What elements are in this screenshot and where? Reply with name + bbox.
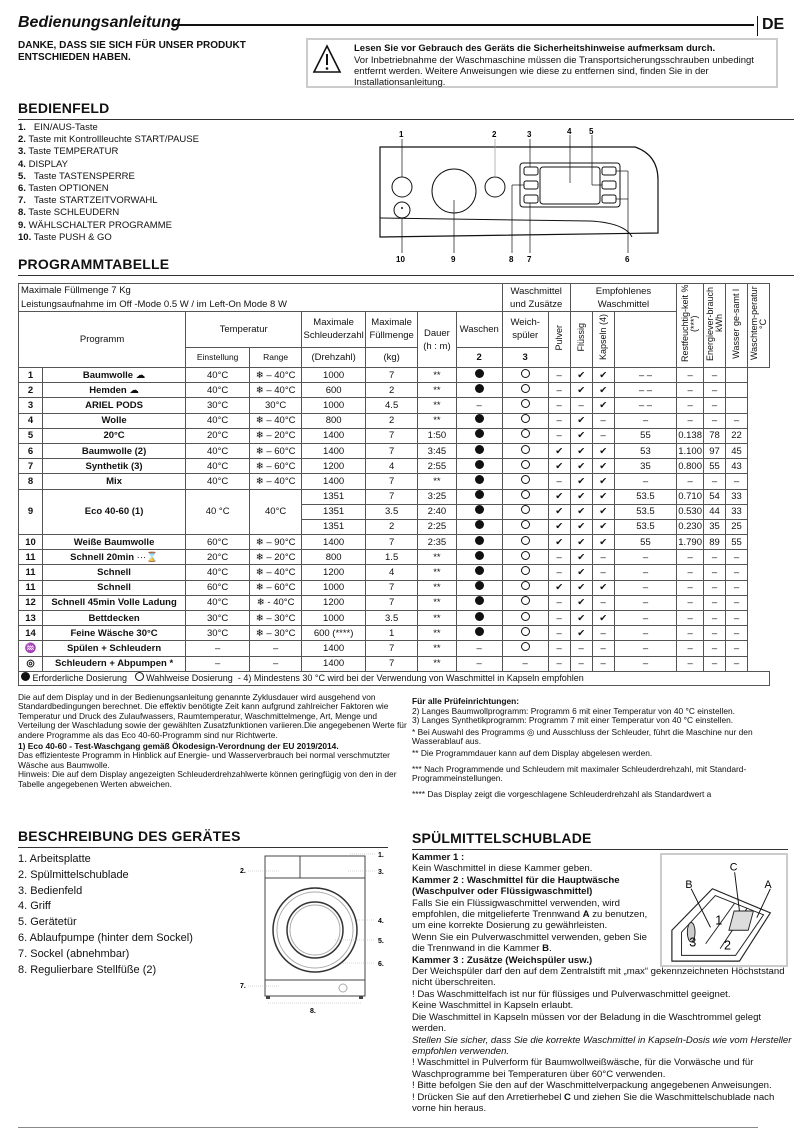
optional-dose-icon [135, 672, 144, 681]
optional-dose-icon [521, 460, 530, 469]
svg-text:5: 5 [589, 127, 594, 136]
required-dose-icon [475, 460, 484, 469]
table-row: 3 ARIEL PODS 30°C 30°C 1000 4.5 ** – – – ✔ – – – – [19, 398, 770, 413]
svg-text:1: 1 [715, 913, 723, 928]
list-item: 8. Taste SCHLEUDERN [18, 207, 120, 219]
section-rule [18, 275, 794, 276]
table-row: 11 Schnell 40°C ❄ – 40°C 1200 4 ** – ✔ – – – – – [19, 565, 770, 580]
svg-text:C: C [729, 861, 738, 874]
optional-dose-icon [521, 384, 530, 393]
optional-dose-icon [521, 581, 530, 590]
table-row: 6 Baumwolle (2) 40°C ❄ – 60°C 1400 7 3:45 ✔ ✔ ✔ 53 1.100 97 45 [19, 443, 770, 458]
list-item: 2. Spülmittelschublade [18, 868, 129, 881]
table-row: 14 Feine Wäsche 30°C 30°C ❄ – 30°C 600 (****) 1 ** – ✔ – – – – – [19, 626, 770, 641]
svg-text:3: 3 [527, 130, 532, 139]
svg-text:3: 3 [689, 935, 697, 950]
list-item: 3. Taste TEMPERATUR [18, 146, 119, 158]
optional-dose-icon [521, 536, 530, 545]
required-dose-icon [21, 672, 30, 681]
list-item: 1. EIN/AUS-Taste [18, 122, 98, 133]
footnotes-left: Die auf dem Display und in der Bedienungsanleitung genannte Zyklusdauer wird ausgehend von Standardbedingungen berechnet. Die effektiv benötigte Zeit kann aufgrund zahlreicher Faktoren wie Temperatur und Druck des Zulaufwassers, Raumtemperatur, Waschmittelmenge, Art, Menge und Verteilung der Waschladung sowie der gewählten Zusatzfunktionen variieren.Die angegebenen Werte für andere Programme als das Eco 40-60-Programm sind nur Richtwerte. 1) Eco 40-60 - Test-Waschgang gemäß Ökodesign-Verordnung der EU 2019/2014. Das effizienteste Programm in Hinblick auf Energie- und Wasserverbrauch bei normal verschmutzter Wäsche aus Baumwolle. Hinweis: Die auf dem Display angezeigten Schleuderdrehzahlwerte können geringfügig von den in der Tabelle angegebenen Werten abweichen. [18, 692, 407, 789]
safety-warning-box [306, 38, 778, 88]
page-bottom-rule [18, 1127, 758, 1128]
table-row: 1351 3.5 2:40 ✔ ✔ ✔ 53.5 0.530 44 33 [19, 504, 770, 519]
header-separator [757, 16, 758, 36]
list-item: 9. WÄHLSCHALTER PROGRAMME [18, 219, 172, 231]
language-code: DE [762, 16, 785, 33]
control-panel-list [18, 122, 199, 244]
list-item: 5. Taste TASTENSPERRE [18, 170, 135, 182]
optional-dose-icon [521, 475, 530, 484]
required-dose-icon [475, 536, 484, 545]
list-item: 6. Tasten OPTIONEN [18, 183, 109, 195]
table-row: 7 Synthetik (3) 40°C ❄ – 60°C 1200 4 2:55 ✔ ✔ ✔ 35 0.800 55 43 [19, 459, 770, 474]
list-item: 2. Taste mit Kontrollleuchte START/PAUSE [18, 134, 199, 146]
warning-triangle-icon [312, 44, 342, 74]
svg-text:4: 4 [567, 127, 572, 136]
detergent-drawer-diagram [660, 853, 788, 967]
required-dose-icon [475, 369, 484, 378]
table-row: 5 20°C 20°C ❄ – 20°C 1400 7 1:50 – ✔ – 55 0.138 78 22 [19, 428, 770, 443]
program-rows-2 [19, 535, 770, 672]
svg-text:10: 10 [396, 255, 405, 264]
list-item: 3. Bedienfeld [18, 884, 83, 897]
required-dose-icon [475, 490, 484, 499]
required-dose-icon [475, 384, 484, 393]
table-row: 1 Baumwolle ☁ 40°C ❄ – 40°C 1000 7 ** – ✔ ✔ – – – – [19, 368, 770, 383]
eco-rows [19, 489, 770, 535]
list-item: 8. Regulierbare Stellfüße (2) [18, 963, 157, 976]
table-row: 13 Bettdecken 30°C ❄ – 30°C 1000 3.5 ** – ✔ ✔ – – – – [19, 611, 770, 626]
optional-dose-icon [521, 520, 530, 529]
optional-dose-icon [521, 399, 530, 408]
list-item: 1. Arbeitsplatte [18, 853, 91, 865]
table-row: 8 Mix 40°C ❄ – 40°C 1400 7 ** – ✔ ✔ – – – – [19, 474, 770, 489]
section-heading-programmtabelle: PROGRAMMTABELLE [18, 256, 170, 272]
svg-text:7: 7 [527, 255, 532, 264]
svg-text:1.: 1. [378, 852, 384, 859]
optional-dose-icon [521, 429, 530, 438]
thanks-text: DANKE, DASS SIE SICH FÜR UNSER PRODUKT ENTSCHIEDEN HABEN. [18, 40, 246, 63]
table-header-row: Maximale Füllmenge 7 Kg Waschmittel und Zusätze Empfohlenes Waschmittel Restfeuchtig-keit % (***) Energiever-brauch kWh Wasser ge-samt l Waschtem-peratur °C [19, 284, 770, 298]
list-item: 10. Taste PUSH & GO [18, 231, 112, 243]
table-row: 4 Wolle 40°C ❄ – 40°C 800 2 ** – ✔ – – – – – [19, 413, 770, 428]
table-row: 11 Schnell 60°C ❄ – 60°C 1000 7 ** ✔ ✔ ✔ – – – – [19, 580, 770, 595]
svg-text:1: 1 [399, 130, 404, 139]
table-row: 10 Weiße Baumwolle 60°C ❄ – 90°C 1400 7 2:35 ✔ ✔ ✔ 55 1.790 89 55 [19, 535, 770, 550]
svg-text:7.: 7. [240, 983, 246, 990]
required-dose-icon [475, 596, 484, 605]
optional-dose-icon [521, 612, 530, 621]
optional-dose-icon [521, 369, 530, 378]
optional-dose-icon [521, 627, 530, 636]
table-row: 2 Hemden ☁ 40°C ❄ – 40°C 600 2 ** – ✔ ✔ – – – – [19, 383, 770, 398]
svg-text:8.: 8. [310, 1008, 316, 1015]
svg-text:2: 2 [492, 130, 497, 139]
control-panel-diagram [370, 125, 660, 265]
optional-dose-icon [521, 551, 530, 560]
required-dose-icon [475, 429, 484, 438]
section-rule [18, 119, 794, 120]
svg-text:6.: 6. [378, 961, 384, 968]
list-item: 7. Sockel (abnehmbar) [18, 947, 130, 960]
section-rule [412, 849, 788, 850]
detergent-drawer-text: Kammer 1 : Kein Waschmittel in diese Kammer geben. Kammer 2 : Waschmittel für die Hauptwäsche (Waschpulver oder Flüssigwaschmittel) Falls Sie ein Flüssigwaschmittel verwenden, wird empfohlen, die mitgelieferte Trennwand A zu benutzen, um eine korrekte Dosierung zu gewährleisten. Wenn Sie ein Pulverwaschmittel verwenden, geben Sie die Trennwand in die Kammer B. Kammer 3 : Zusätze (Weichspüler usw.) Der Weichspüler darf den auf dem Zentralstift mit „max“ gekennzeichneten Höchststand nicht überschreiten. ! Das Waschmittelfach ist nur für flüssiges und Pulverwaschmittel geeignet. Keine Waschmittel in Kapseln erlaubt. Die Waschmittel in Kapseln müssen vor der Beladung in die Waschtrommel gelegt werden. Stellen Sie sicher, dass Sie die korrekte Waschmittel in Kapseln-Dosis wie vom Hersteller empfohlen verwenden. ! Waschmittel in Pulverform für Baumwollweißwäsche, für die Vorwäsche und für Waschprogramme bei Temperaturen über 60°C verwenden. ! Bitte befolgen Sie den auf der Waschmittelverpackung angegebenen Anweisungen. ! Drücken Sie auf den Arretierhebel C und ziehen Sie die Waschmittelschublade nach vorne hin heraus. [412, 852, 792, 1114]
svg-text:A: A [764, 878, 772, 891]
required-dose-icon [475, 551, 484, 560]
warning-body: Vor Inbetriebnahme der Waschmaschine müssen die Transportsicherungsschrauben unbedingt entfernt werden. Weitere Anweisungen wie diese zu entfernen sind, finden Sie in der Installationsanleitung. [354, 55, 754, 88]
svg-text:2.: 2. [240, 868, 246, 875]
appliance-parts-list [18, 852, 193, 978]
required-dose-icon [475, 414, 484, 423]
svg-text:2: 2 [724, 938, 731, 953]
hourglass-icon: ···⌛ [136, 551, 158, 563]
list-item: 7. Taste STARTZEITVORWAHL [18, 195, 158, 207]
svg-text:6: 6 [625, 255, 630, 264]
optional-dose-icon [521, 505, 530, 514]
svg-text:9: 9 [451, 255, 456, 264]
steam-icon: ☁ [135, 369, 146, 381]
table-row: 9 Eco 40-60 (1) 40 °C 40°C 1351 7 3:25 ✔ ✔ ✔ 53.5 0.710 54 33 [19, 489, 770, 504]
list-item: 4. DISPLAY [18, 158, 69, 170]
optional-dose-icon [521, 642, 530, 651]
section-heading-spuelmittel: SPÜLMITTELSCHUBLADE [412, 830, 592, 846]
required-dose-icon [475, 445, 484, 454]
warning-title: Lesen Sie vor Gebrauch des Geräts die Sicherheitshinweise aufmerksam durch. [354, 43, 716, 54]
required-dose-icon [475, 581, 484, 590]
svg-text:8: 8 [509, 255, 514, 264]
svg-text:5.: 5. [378, 938, 384, 945]
list-item: 5. Gerätetür [18, 916, 77, 929]
table-row: 1351 2 2:25 ✔ ✔ ✔ 53.5 0.230 35 25 [19, 519, 770, 534]
washing-machine-diagram [230, 848, 405, 1018]
manual-title: Bedienungsanleitung [18, 14, 181, 31]
optional-dose-icon [521, 596, 530, 605]
optional-dose-icon [521, 490, 530, 499]
required-dose-icon [475, 612, 484, 621]
optional-dose-icon [521, 445, 530, 454]
required-dose-icon [475, 475, 484, 484]
header-rule [172, 24, 754, 26]
required-dose-icon [475, 520, 484, 529]
required-dose-icon [475, 566, 484, 575]
optional-dose-icon [521, 414, 530, 423]
legend-row: Erforderliche Dosierung Wahlweise Dosierung - 4) Mindestens 30 °C wird bei der Verwendung von Waschmittel in Kapseln empfohlen [19, 671, 770, 685]
required-dose-icon [475, 627, 484, 636]
table-row: ◎ Schleudern + Abpumpen * – – 1400 7 ** – – – – – – – – – [19, 656, 770, 671]
program-rows [19, 368, 770, 490]
required-dose-icon [475, 505, 484, 514]
footnotes-right: Für alle Prüfeinrichtungen: 2) Langes Baumwollprogramm: Programm 6 mit einer Temperatur von 40 °C einstellen. 3) Langes Synthetikprogramm: Programm 7 mit einer Temperatur von 40 °C einstellen. * Bei Auswahl des Programms ◎ und Ausschluss der Schleuder, führt die Maschine nur den Wasserablauf aus. ** Die Programmdauer kann auf dem Display abgelesen werden. *** Nach Programmende und Schleudern mit maximaler Schleuderdrehzahl, mit Standard-Programmeinstellungen. **** Das Display zeigt die vorgeschlagene Schleuderdrehzahl als Standardwert a [412, 696, 753, 799]
table-row: ♒ Spülen + Schleudern – – 1400 7 ** – – – – – – – – [19, 641, 770, 656]
list-item: 6. Ablaufpumpe (hinter dem Sockel) [18, 931, 193, 944]
table-row: 12 Schnell 45min Volle Ladung 40°C ❄ - 40°C 1200 7 ** – ✔ – – – – – [19, 595, 770, 610]
section-heading-beschreibung: BESCHREIBUNG DES GERÄTES [18, 828, 241, 844]
table-row: 11 Schnell 20min ···⌛ 20°C ❄ – 20°C 800 1.5 ** – ✔ – – – – – [19, 550, 770, 565]
program-table: Maximale Füllmenge 7 Kg Waschmittel und Zusätze Empfohlenes Waschmittel Restfeuchtig-keit % (***) Energiever-brauch kWh Wasser ge-samt l Waschtem-peratur °C Leistungsaufnahme im Off -Mode 0.5 W / im Left-On Mode 8 W Programm Temperatur Maximale Schleuderzahl Maximale Füllmenge Dauer (h : m) Waschen Weich-spüler Pulver Flüssig Kapseln (4) Einstellung Range (Drehzahl) (kg) 2 3 1 Baumwolle ☁ 40°C ❄ – 40°C 1000 7 ** – ✔ ✔ – – – – 2 Hemden ☁ 40°C ❄ – 40°C 600 2 ** – ✔ ✔ – – – – 3 ARIEL PODS 30°C 30°C 1000 4.5 ** – – – ✔ – – – – 4 Wolle 40°C ❄ – 40°C 800 2 ** – ✔ – – – – – 5 20°C 20°C ❄ – 20°C 1400 7 1:50 – ✔ – 55 0.138 78 22 6 Baumwolle (2) 40°C ❄ – 60°C 1400 7 3:45 ✔ ✔ ✔ 53 1.100 97 45 7 Synthetik (3) 40°C ❄ – 60°C 1200 4 2:55 ✔ ✔ ✔ 35 0.800 55 43 8 Mix 40°C ❄ – 40°C 1400 7 ** – ✔ ✔ – – – – 9 Eco 40-60 (1) 40 °C 40°C 1351 7 3:25 ✔ ✔ ✔ 53.5 0.710 54 33 1351 3.5 2:40 ✔ ✔ ✔ 53.5 0.530 44 33 1351 2 2:25 ✔ ✔ ✔ 53.5 0.230 35 25 10 Weiße Baumwolle 60°C ❄ – 90°C 1400 7 2:35 ✔ ✔ ✔ 55 1.790 89 55 11 Schnell 20min ···⌛ 20°C ❄ – 20°C 800 1.5 ** – ✔ – – – – – 11 Schnell 40°C ❄ – 40°C 1200 4 ** – ✔ – – – – – 11 Schnell 60°C ❄ – 60°C 1000 7 ** ✔ ✔ ✔ – – – – 12 Schnell 45min Volle Ladung 40°C ❄ - 40°C 1200 7 ** – ✔ – – – – – 13 Bettdecken 30°C ❄ – 30°C 1000 3.5 ** – ✔ ✔ – – – – 14 Feine Wäsche 30°C 30°C ❄ – 30°C 600 (****) 1 ** – ✔ – – – – – ♒ Spülen + Schleudern – – 1400 7 ** – – – – – – – – ◎ Schleudern + Abpumpen * – – 1400 7 ** – – – – – – – – – Erforderliche Dosierung Wahlweise Dosierung - 4) Mindestens 30 °C wird bei der Verwendung von Waschmittel in Kapseln empfohlen [18, 283, 770, 686]
svg-text:4.: 4. [378, 918, 384, 925]
svg-text:3.: 3. [378, 869, 384, 876]
list-item: 4. Griff [18, 900, 51, 913]
section-heading-bedienfeld: BEDIENFELD [18, 100, 110, 116]
optional-dose-icon [521, 566, 530, 575]
steam-icon: ☁ [129, 384, 139, 396]
svg-text:B: B [685, 878, 693, 891]
